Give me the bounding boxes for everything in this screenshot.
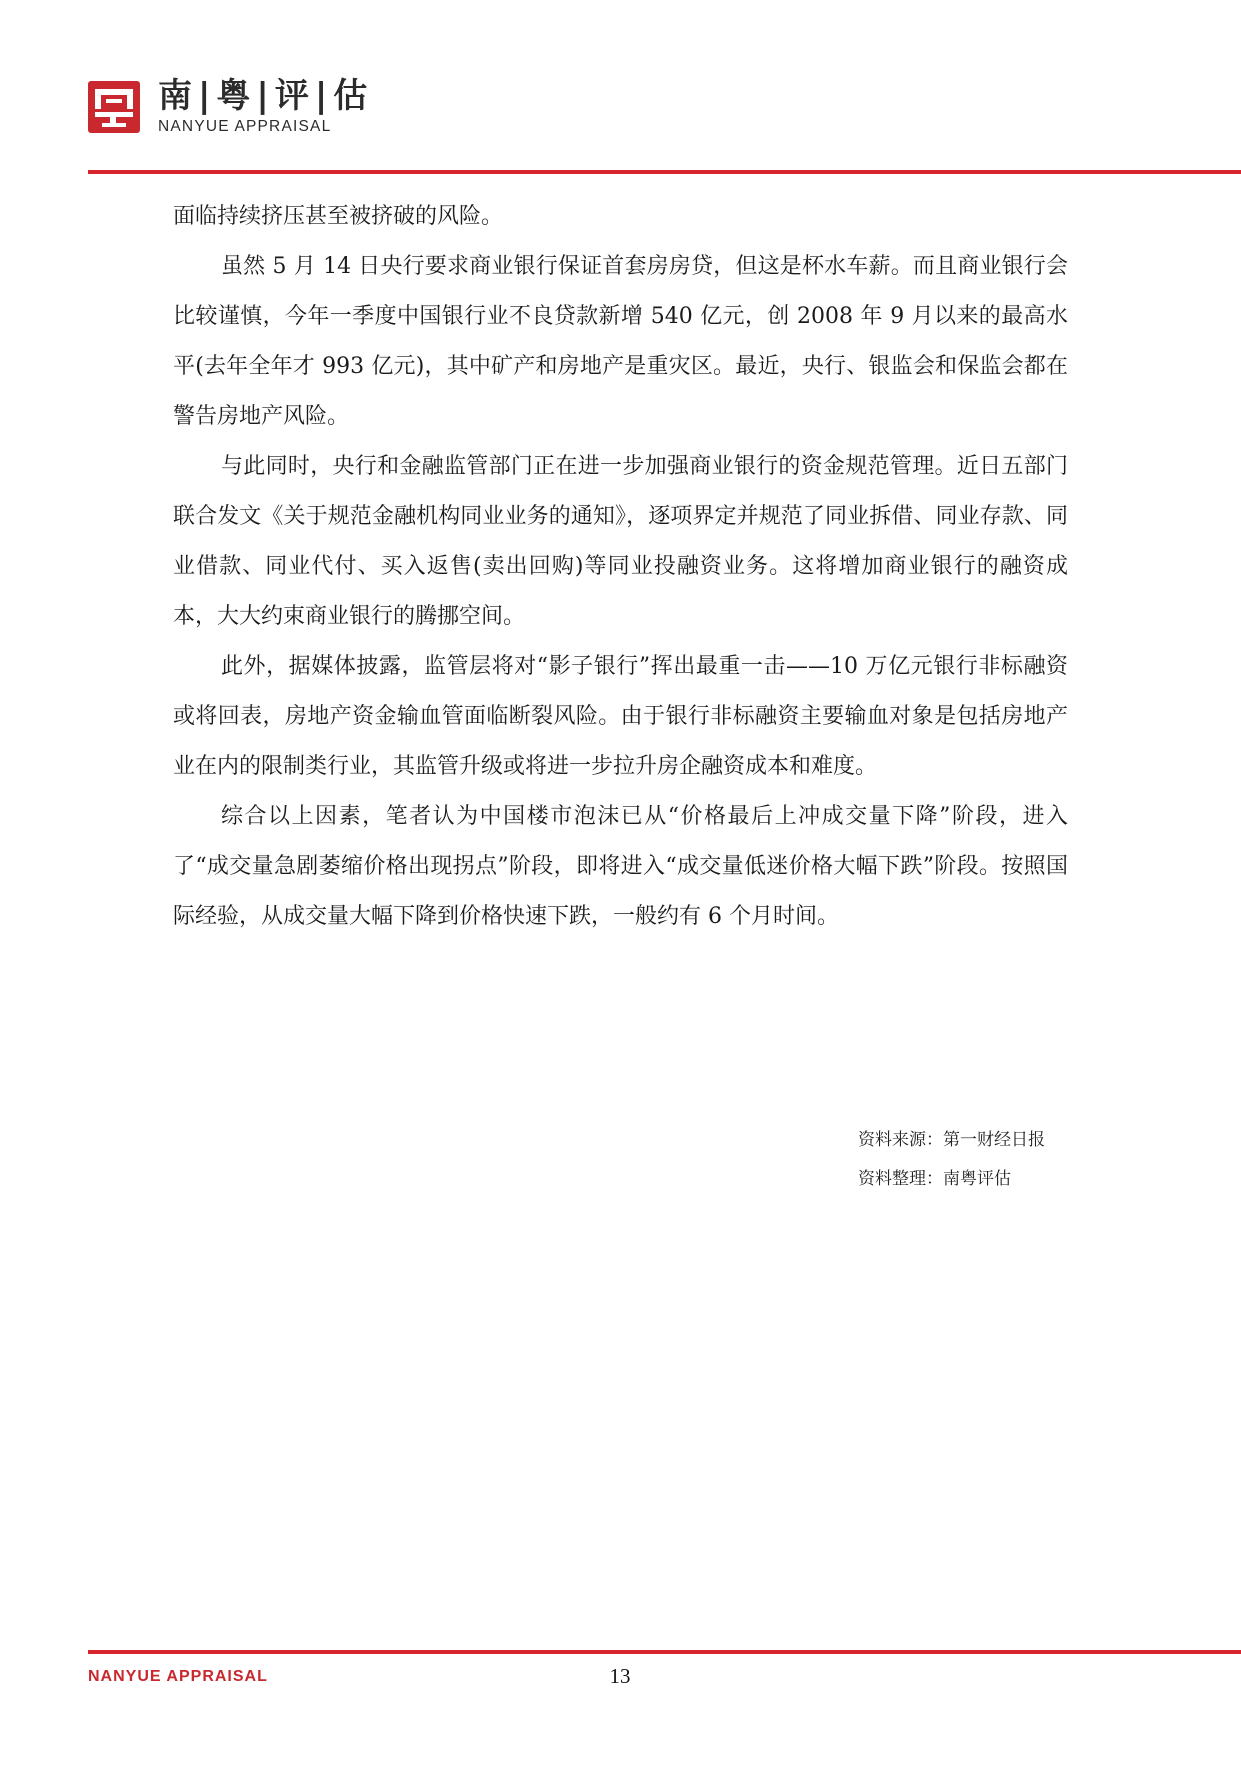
source-note: 资料来源：第一财经日报	[858, 1130, 1045, 1150]
compiled-by-note: 资料整理：南粤评估	[858, 1169, 1011, 1189]
logo-chinese-name: 南|粤|评|估	[158, 76, 374, 116]
document-body	[173, 192, 1068, 942]
page-number: 13	[609, 1664, 631, 1688]
paragraph: 综合以上因素，笔者认为中国楼市泡沫已从“价格最后上冲成交量下降”阶段，进入了“成交量急剧萎缩价格出现拐点”阶段，即将进入“成交量低迷价格大幅下跌”阶段。按照国际经验，从成交量大幅下降到价格快速下跌，一般约有 6 个月时间。	[173, 804, 1068, 929]
header-divider	[88, 170, 1241, 174]
footer-brand: NANYUE APPRAISAL	[88, 1668, 268, 1685]
logo-english-name: NANYUE APPRAISAL	[158, 118, 332, 135]
footer-divider	[88, 1650, 1241, 1654]
paragraph: 虽然 5 月 14 日央行要求商业银行保证首套房房贷，但这是杯水车薪。而且商业银行会比较谨慎，今年一季度中国银行业不良贷款新增 540 亿元，创 2008 年 9 月以来的最高水平(去年全年才 993 亿元)，其中矿产和房地产是重灾区。最近，央行、银监会和保监会都在警告房地产风险。	[173, 254, 1068, 429]
logo-icon	[88, 81, 140, 133]
paragraph: 与此同时，央行和金融监管部门正在进一步加强商业银行的资金规范管理。近日五部门联合发文《关于规范金融机构同业业务的通知》，逐项界定并规范了同业拆借、同业存款、同业借款、同业代付、买入返售(卖出回购)等同业投融资业务。这将增加商业银行的融资成本，大大约束商业银行的腾挪空间。	[173, 454, 1068, 629]
paragraph: 此外，据媒体披露，监管层将对“影子银行”挥出最重一击——10 万亿元银行非标融资或将回表，房地产资金输血管面临断裂风险。由于银行非标融资主要输血对象是包括房地产业在内的限制类行业，其监管升级或将进一步拉升房企融资成本和难度。	[173, 654, 1068, 779]
paragraph: 面临持续挤压甚至被挤破的风险。	[173, 204, 504, 229]
